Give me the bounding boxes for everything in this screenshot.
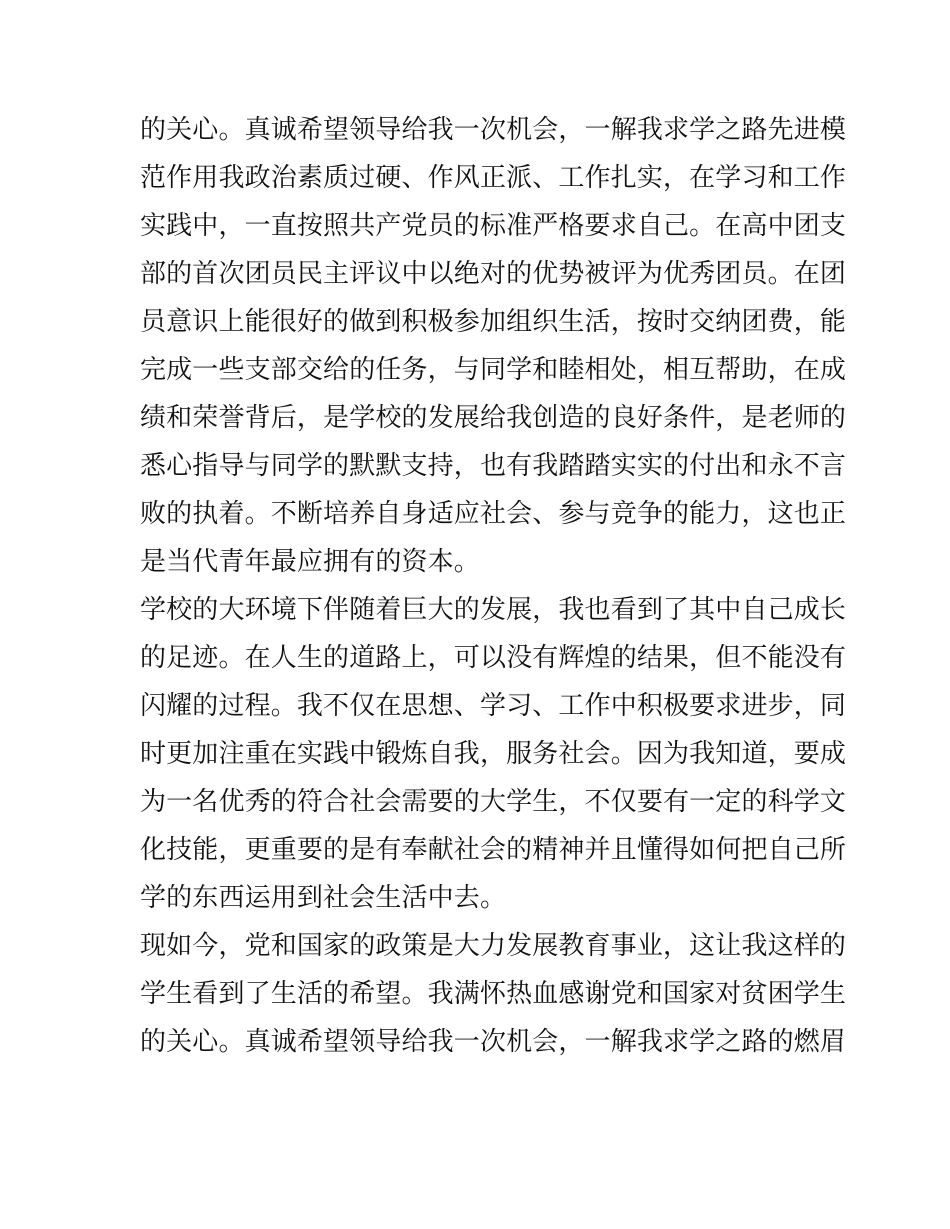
text-line: 学生看到了生活的希望。我满怀热血感谢党和国家对贫困学生 (140, 979, 847, 1009)
text-line: 部的首次团员民主评议中以绝对的优势被评为优秀团员。在团 (140, 259, 847, 289)
text-line: 是当代青年最应拥有的资本。 (140, 547, 480, 577)
text-line: 绩和荣誉背后，是学校的发展给我创造的良好条件，是老师的 (140, 403, 847, 433)
text-line: 员意识上能很好的做到积极参加组织生活，按时交纳团费，能 (140, 307, 847, 337)
text-line: 时更加注重在实践中锻炼自我，服务社会。因为我知道，要成 (140, 739, 847, 769)
text-line: 完成一些支部交给的任务，与同学和睦相处，相互帮助，在成 (140, 355, 847, 385)
text-line: 的关心。真诚希望领导给我一次机会，一解我求学之路先进模 (140, 115, 847, 145)
text-line: 化技能，更重要的是有奉献社会的精神并且懂得如何把自己所 (140, 835, 847, 865)
text-line: 学的东西运用到社会生活中去。 (140, 883, 507, 913)
text-line: 学校的大环境下伴随着巨大的发展，我也看到了其中自己成长 (140, 595, 847, 625)
text-line: 败的执着。不断培养自身适应社会、参与竞争的能力，这也正 (140, 499, 847, 529)
text-line: 为一名优秀的符合社会需要的大学生，不仅要有一定的科学文 (140, 787, 847, 817)
text-line: 实践中，一直按照共产党员的标准严格要求自己。在高中团支 (140, 211, 847, 241)
text-line: 闪耀的过程。我不仅在思想、学习、工作中积极要求进步，同 (140, 691, 847, 721)
text-line: 的关心。真诚希望领导给我一次机会，一解我求学之路的燃眉 (140, 1027, 847, 1057)
text-line: 现如今，党和国家的政策是大力发展教育事业，这让我这样的 (140, 931, 847, 961)
document-body (140, 106, 847, 1066)
text-line: 悉心指导与同学的默默支持，也有我踏踏实实的付出和永不言 (140, 451, 847, 481)
text-line: 范作用我政治素质过硬、作风正派、工作扎实，在学习和工作 (140, 163, 847, 193)
text-line: 的足迹。在人生的道路上，可以没有辉煌的结果，但不能没有 (140, 643, 847, 673)
